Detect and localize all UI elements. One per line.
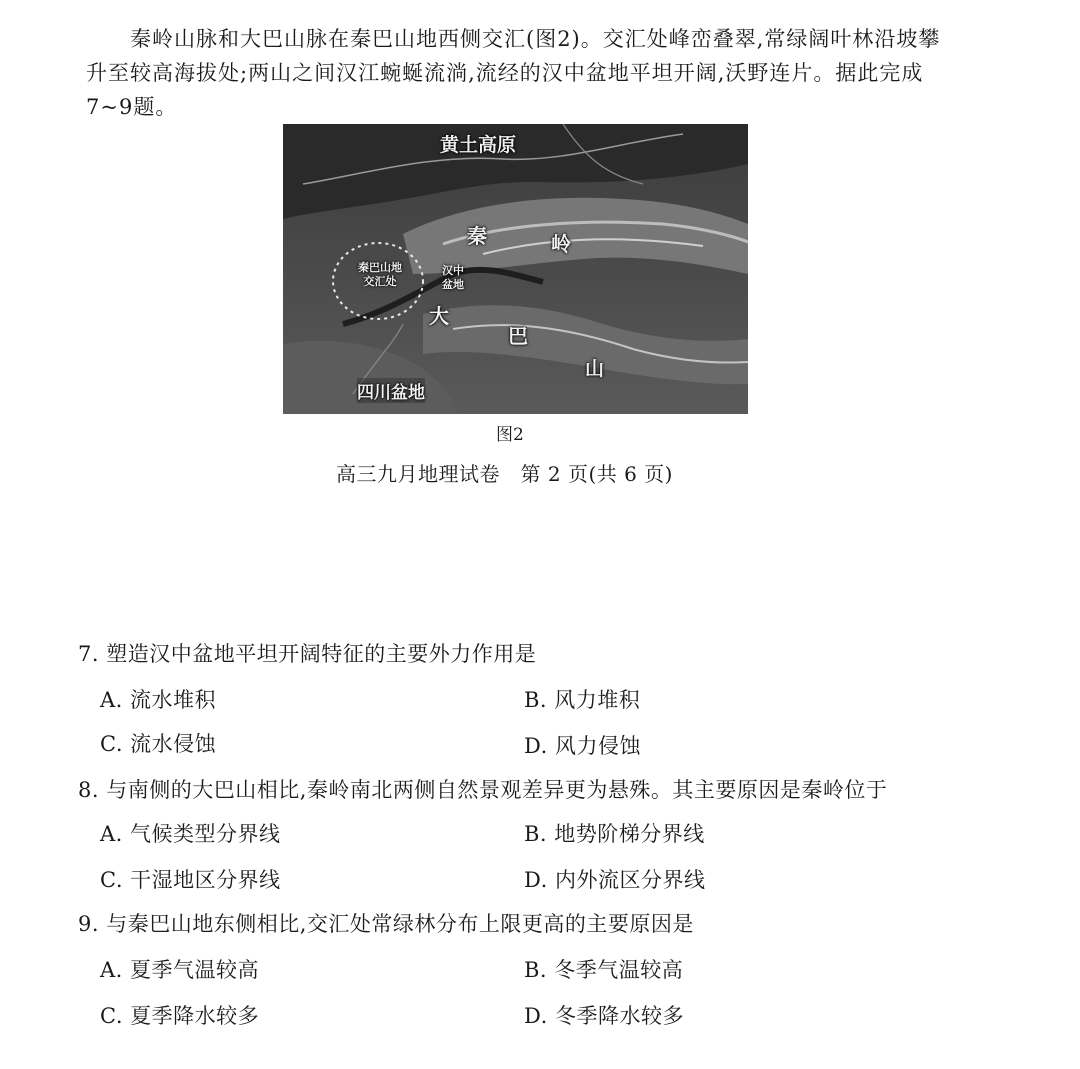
page-footer: 高三九月地理试卷 第 2 页(共 6 页) [336,462,673,486]
relief-map [283,124,748,414]
question-8-option-c: C. 干湿地区分界线 [100,868,281,892]
label-junction-line2: 交汇处 [363,275,397,288]
label-ba: 巴 [508,324,528,348]
question-7-option-c: C. 流水侵蚀 [100,732,217,756]
question-7-stem: 7. 塑造汉中盆地平坦开阔特征的主要外力作用是 [78,642,537,666]
label-hanzhong-line2: 盆地 [442,278,464,291]
label-loess-plateau: 黄土高原 [440,134,517,156]
question-7-option-a: A. 流水堆积 [100,688,217,712]
label-junction [349,261,411,289]
question-8-option-a: A. 气候类型分界线 [100,822,281,846]
question-8-option-d: D. 内外流区分界线 [524,868,706,892]
label-da: 大 [429,304,449,328]
label-sichuan-basin: 四川盆地 [357,378,425,403]
label-ling: 岭 [551,232,571,256]
question-8-stem: 8. 与南侧的大巴山相比,秦岭南北两侧自然景观差异更为悬殊。其主要原因是秦岭位于 [78,778,888,802]
label-hanzhong-line1: 汉中 [442,264,464,277]
question-8-option-b: B. 地势阶梯分界线 [524,822,705,846]
question-7-option-d: D. 风力侵蚀 [524,734,641,758]
figure-caption: 图2 [496,425,524,445]
question-9-option-b: B. 冬季气温较高 [524,958,684,982]
label-shan: 山 [585,358,605,380]
question-9-option-d: D. 冬季降水较多 [524,1004,684,1028]
question-9-stem: 9. 与秦巴山地东侧相比,交汇处常绿林分布上限更高的主要原因是 [78,912,694,936]
question-9-option-c: C. 夏季降水较多 [100,1004,260,1028]
question-9-option-a: A. 夏季气温较高 [100,958,260,982]
question-7-option-b: B. 风力堆积 [524,688,641,712]
label-junction-line1: 秦巴山地 [358,261,402,274]
intro-paragraph: 秦岭山脉和大巴山脉在秦巴山地西侧交汇(图2)。交汇处峰峦叠翠,常绿阔叶林沿坡攀升至较高海拔处;两山之间汉江蜿蜒流淌,流经的汉中盆地平坦开阔,沃野连片。据此完成7~9题。 [86,27,941,119]
label-qin: 秦 [467,224,487,248]
label-hanzhong-basin [435,264,471,292]
